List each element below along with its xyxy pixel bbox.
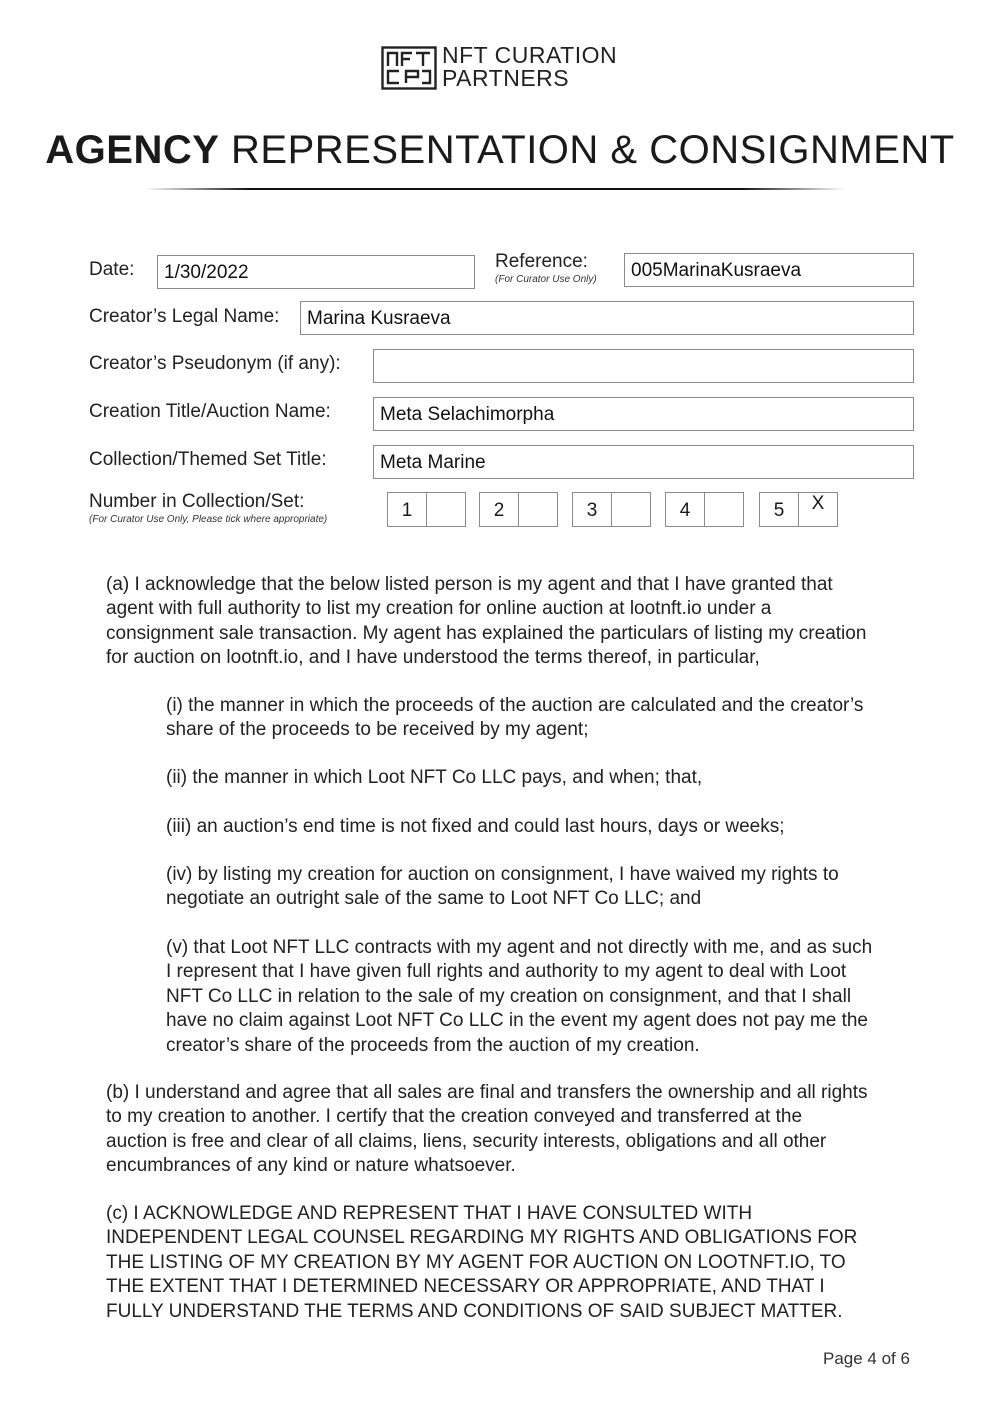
set-option-number: 1	[388, 493, 427, 526]
legal-name-field[interactable]: Marina Kusraeva	[300, 301, 914, 335]
title-rest: REPRESENTATION & CONSIGNMENT	[219, 128, 955, 172]
text-line: share of the proceeds to be received by my agent;	[166, 719, 589, 741]
document-title	[0, 128, 1000, 173]
set-option-tick[interactable]	[612, 493, 650, 526]
text-line: (i) the manner in which the proceeds of the auction are calculated and the creator’s	[166, 695, 864, 716]
pseudonym-label: Creator’s Pseudonym (if any):	[89, 353, 341, 374]
logo-wordmark	[442, 44, 617, 90]
text-line: I represent that I have given full rights and authority to my agent to deal with Loot	[166, 961, 847, 983]
pseudonym-field[interactable]	[373, 349, 914, 383]
collection-label: Collection/Themed Set Title:	[89, 449, 327, 470]
collection-field[interactable]: Meta Marine	[373, 445, 914, 479]
text-line: (b) I understand and agree that all sales are final and transfers the ownership and all rights	[106, 1082, 868, 1103]
number-label: Number in Collection/Set:	[89, 491, 305, 512]
text-line: (c) I ACKNOWLEDGE AND REPRESENT THAT I HAVE CONSULTED WITH	[106, 1203, 753, 1224]
clause-a-ii	[166, 766, 702, 790]
text-line: NFT Co LLC in relation to the sale of my creation on consignment, and that I shall	[166, 985, 852, 1007]
text-line: FULLY UNDERSTAND THE TERMS AND CONDITIONS OF SAID SUBJECT MATTER.	[106, 1300, 843, 1322]
legal-name-label: Creator’s Legal Name:	[89, 306, 280, 327]
title-bold: AGENCY	[45, 128, 220, 172]
clause-a-iii	[166, 815, 785, 839]
set-option-tick[interactable]	[705, 493, 743, 526]
text-line: auction is free and clear of all claims, liens, security interests, obligations and all other	[106, 1130, 827, 1152]
set-option-2[interactable]	[479, 492, 558, 527]
text-line: (ii) the manner in which Loot NFT Co LLC pays, and when; that,	[166, 767, 703, 788]
text-line: agent with full authority to list my creation for online auction at lootnft.io under a	[106, 598, 772, 620]
text-line: to my creation to another. I certify that the creation conveyed and transferred at the	[106, 1106, 803, 1128]
text-line: (a) I acknowledge that the below listed person is my agent and that I have granted that	[106, 574, 833, 595]
set-option-number: 4	[666, 493, 705, 526]
title-divider	[145, 188, 845, 190]
text-line: negotiate an outright sale of the same to Loot NFT Co LLC; and	[166, 888, 702, 910]
clause-a-i	[166, 694, 863, 743]
clause-a-iv	[166, 863, 839, 912]
set-option-tick[interactable]: X	[811, 493, 825, 514]
text-line: (v) that Loot NFT LLC contracts with my agent and not directly with me, and as such	[166, 937, 873, 958]
clause-b	[106, 1081, 868, 1179]
text-line: consignment sale transaction. My agent has explained the particulars of listing my creation	[106, 622, 867, 644]
date-label: Date:	[89, 259, 135, 280]
text-line: (iii) an auction’s end time is not fixed and could last hours, days or weeks;	[166, 816, 785, 837]
logo-line-2: PARTNERS	[442, 65, 570, 91]
text-line: (iv) by listing my creation for auction on consignment, I have waived my rights to	[166, 864, 839, 885]
creation-title-field[interactable]: Meta Selachimorpha	[373, 397, 914, 431]
clause-a-v	[166, 936, 872, 1058]
set-option-number: 3	[573, 493, 612, 526]
text-line: THE LISTING OF MY CREATION BY MY AGENT FOR AUCTION ON LOOTNFT.IO, TO	[106, 1251, 846, 1273]
text-line: creator’s share of the proceeds from the auction of my creation.	[166, 1034, 700, 1056]
text-line: encumbrances of any kind or nature whatsoever.	[106, 1155, 516, 1177]
set-option-tick[interactable]	[519, 493, 557, 526]
text-line: for auction on lootnft.io, and I have understood the terms thereof, in particular,	[106, 647, 760, 669]
reference-label: Reference:	[495, 251, 588, 272]
set-option-5[interactable]	[759, 492, 838, 527]
page-number: Page 4 of 6	[823, 1349, 910, 1368]
set-option-4[interactable]	[665, 492, 744, 527]
text-line: THE EXTENT THAT I DETERMINED NECESSARY OR APPROPRIATE, AND THAT I	[106, 1276, 825, 1298]
reference-field[interactable]: 005MarinaKusraeva	[624, 253, 914, 287]
clause-c	[106, 1202, 857, 1324]
clause-a	[106, 573, 866, 671]
set-option-tick[interactable]	[427, 493, 465, 526]
set-option-3[interactable]	[572, 492, 651, 527]
nft-logo-icon	[381, 46, 437, 90]
set-option-1[interactable]	[387, 492, 466, 527]
date-field[interactable]: 1/30/2022	[157, 255, 475, 289]
set-option-number: 5	[760, 493, 799, 526]
text-line: have no claim against Loot NFT Co LLC in the event my agent does not pay me the	[166, 1010, 868, 1032]
creation-title-label: Creation Title/Auction Name:	[89, 401, 331, 422]
number-note: (For Curator Use Only, Please tick where appropriate)	[89, 514, 328, 525]
text-line: INDEPENDENT LEGAL COUNSEL REGARDING MY RIGHTS AND OBLIGATIONS FOR	[106, 1227, 858, 1249]
reference-note: (For Curator Use Only)	[495, 274, 597, 285]
logo-line-1: NFT CURATION	[442, 42, 618, 68]
set-option-number: 2	[480, 493, 519, 526]
